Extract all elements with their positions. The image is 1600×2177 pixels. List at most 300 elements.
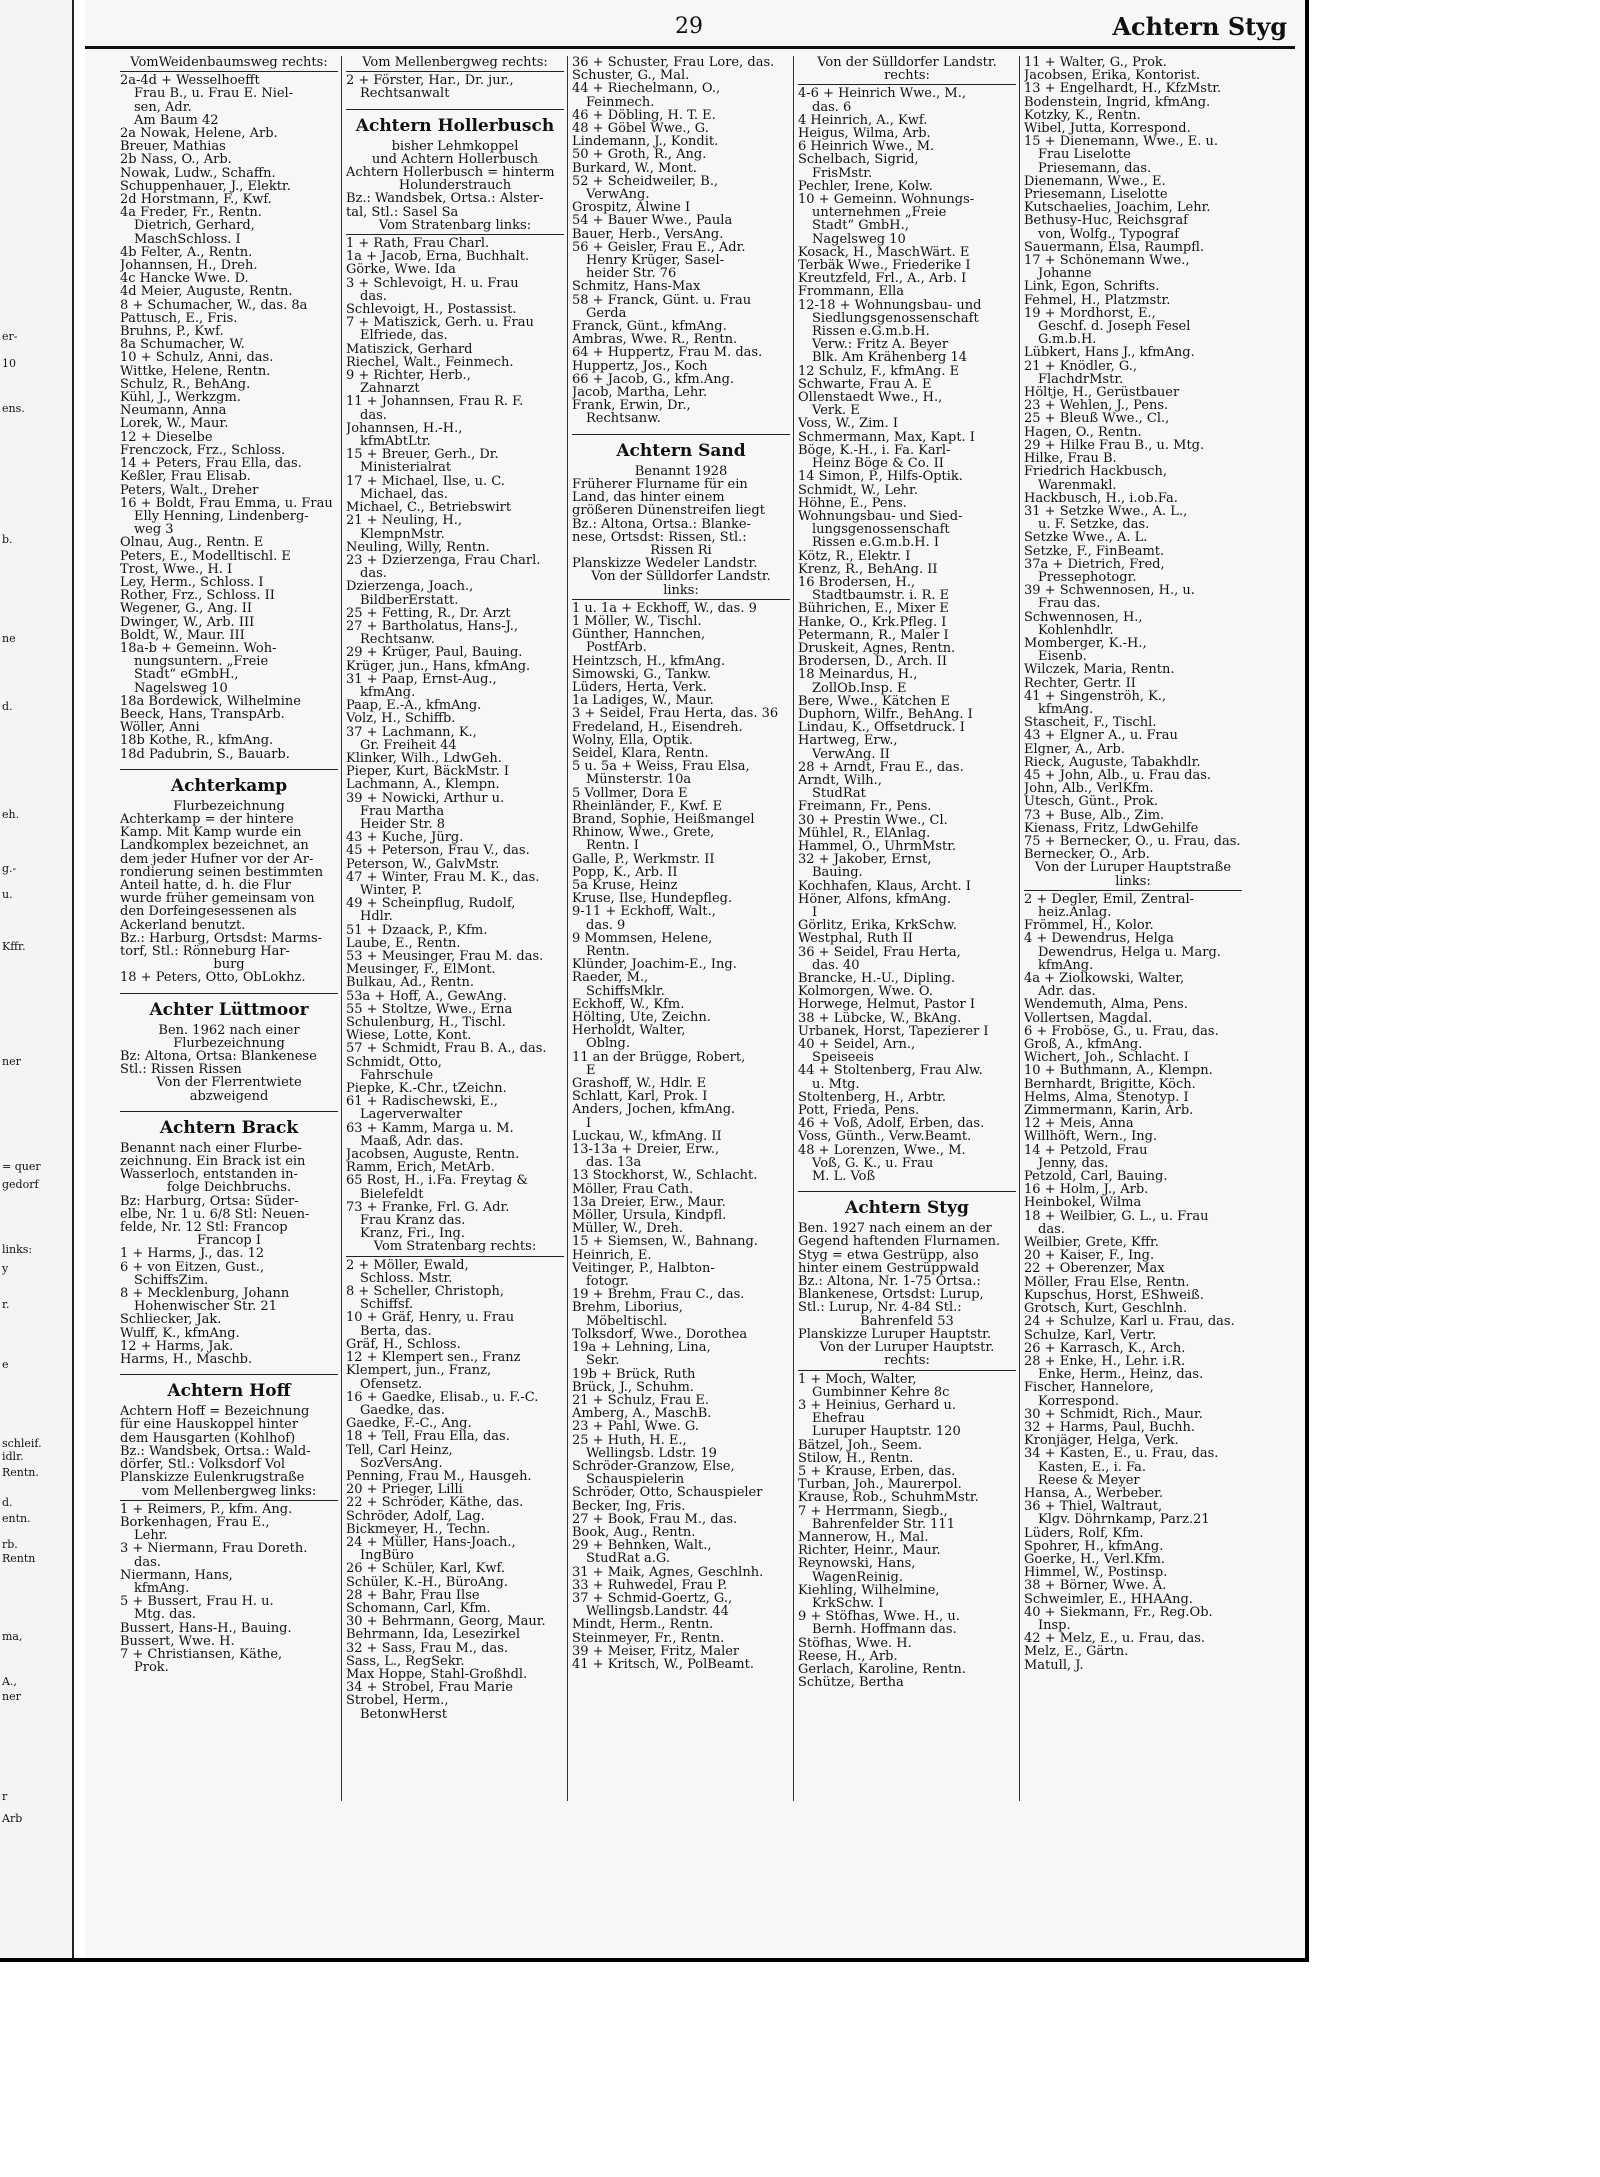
directory-entry: Becker, Ing, Fris. xyxy=(572,1499,686,1513)
directory-entry: Urbanek, Horst, Tapezierer I xyxy=(798,1024,989,1039)
directory-entry: 44 + Stoltenberg, Frau Alw. xyxy=(798,1064,983,1078)
directory-entry: 5 u. 5a + Weiss, Frau Elsa, xyxy=(572,760,750,774)
directory-entry: unternehmen „Freie xyxy=(812,206,947,220)
directory-entry: 4d Meier, Auguste, Rentn. xyxy=(120,285,293,299)
directory-entry: 10 + Schulz, Anni, das. xyxy=(120,351,274,365)
directory-entry: 45 + Peterson, Frau V., das. xyxy=(346,844,530,858)
directory-entry: Eckhoff, W., Kfm. xyxy=(572,997,685,1012)
directory-entry: 22 + Schröder, Käthe, das. xyxy=(346,1496,524,1510)
directory-entry: das. 40 xyxy=(812,958,860,973)
directory-entry: Schiffsf. xyxy=(360,1298,414,1312)
directory-entry: Herholdt, Walter, xyxy=(572,1024,686,1038)
directory-entry: Planskizze Eulenkrugstraße xyxy=(120,1471,305,1485)
directory-entry: Kosack, H., MaschWärt. E xyxy=(798,245,970,260)
directory-entry: 34 + Strobel, Frau Marie xyxy=(346,1681,513,1695)
directory-entry: 39 + Nowicki, Arthur u. xyxy=(346,791,505,805)
directory-entry: Benannt 1928 xyxy=(634,464,728,478)
directory-entry: Tolksdorf, Wwe., Dorothea xyxy=(572,1327,748,1342)
directory-entry: 16 + Gaedke, Elisab., u. F.-C. xyxy=(346,1390,539,1404)
directory-entry: Wilczek, Maria, Rentn. xyxy=(1024,663,1175,677)
directory-entry: Maaß, Adr. das. xyxy=(360,1134,464,1149)
directory-entry: Michael, das. xyxy=(360,487,448,502)
directory-entry: Flurbezeichnung xyxy=(173,1036,285,1051)
directory-entry: SchiffsMklr. xyxy=(586,984,665,998)
directory-entry: 57 + Schmidt, Frau B. A., das. xyxy=(346,1042,547,1056)
directory-entry: 23 + Dzierzenga, Frau Charl. xyxy=(346,553,541,568)
directory-entry: Feinmech. xyxy=(586,95,655,109)
directory-entry: 4b Felter, A., Rentn. xyxy=(120,245,253,260)
directory-entry: Wohnungsbau- und Sied- xyxy=(798,509,963,524)
directory-entry: kfmAng. xyxy=(1038,958,1094,973)
directory-entry: Hartweg, Erw., xyxy=(798,734,898,748)
directory-entry: Wöller, Anni xyxy=(120,721,200,735)
directory-entry: Setzke, F., FinBeamt. xyxy=(1024,544,1165,558)
directory-entry: 52 + Scheidweiler, B., xyxy=(572,174,719,189)
directory-entry: 1a + Jacob, Erna, Buchhalt. xyxy=(346,250,530,264)
directory-entry: 26 + Schüler, Karl, Kwf. xyxy=(346,1562,505,1576)
directory-entry: Möller, Frau Cath. xyxy=(572,1182,694,1196)
directory-entry: 39 + Schwennosen, H., u. xyxy=(1024,584,1195,598)
directory-entry: Stascheit, F., Tischl. xyxy=(1024,716,1157,730)
previous-page-fragment: u. xyxy=(2,888,13,901)
directory-entry: Fehmel, H., Platzmstr. xyxy=(1024,293,1171,307)
directory-entry: dem Hausgarten (Kohlhof) xyxy=(120,1431,296,1445)
directory-entry: KrkSchw. I xyxy=(812,1596,884,1611)
directory-entry: Amberg, A., MaschB. xyxy=(572,1407,712,1421)
directory-entry: VerwAng. xyxy=(586,188,650,202)
street-heading: Achtern Styg xyxy=(798,1191,1016,1218)
directory-entry: 28 + Bahr, Frau Ilse xyxy=(346,1588,480,1602)
directory-entry: 5 + Krause, Erben, das. xyxy=(798,1464,956,1479)
directory-entry: Grospitz, Alwine I xyxy=(572,201,691,215)
directory-entry: Bruhns, P., Kwf. xyxy=(120,325,224,339)
directory-entry: Kutschaelies, Joachim, Lehr. xyxy=(1024,201,1211,215)
directory-entry: 51 + Dzaack, P., Kfm. xyxy=(346,923,488,937)
directory-column-4 xyxy=(798,56,1016,1689)
directory-entry: 75 + Bernecker, O., u. Frau, das. xyxy=(1024,834,1241,849)
directory-entry: 12 Schulz, F., kfmAng. E xyxy=(798,364,960,378)
directory-entry: Bz.: Wandsbek, Ortsa.: Alster- xyxy=(346,192,544,206)
directory-entry: 43 + Elgner A., u. Frau xyxy=(1024,729,1178,743)
directory-entry: 4 + Dewendrus, Helga xyxy=(1024,932,1174,946)
directory-entry: Stadt“ eGmbH., xyxy=(134,668,239,682)
directory-entry: 2 + Förster, Har., Dr. jur., xyxy=(346,74,514,88)
directory-entry: Jacobsen, Erika, Kontorist. xyxy=(1024,69,1201,83)
directory-entry: 12 + Dieselbe xyxy=(120,430,213,444)
directory-entry: Winter, P. xyxy=(360,883,422,898)
directory-entry: 55 + Stoltze, Wwe., Erna xyxy=(346,1002,513,1017)
directory-entry: Anders, Jochen, kfmAng. xyxy=(572,1103,736,1117)
street-direction: Vom Mellenbergweg rechts: xyxy=(346,56,564,72)
directory-entry: Kohlenhdlr. xyxy=(1038,623,1114,637)
directory-entry: Schröder, Adolf, Lag. xyxy=(346,1509,485,1523)
directory-entry: 22 + Oberenzer, Max xyxy=(1024,1262,1165,1276)
directory-entry: Schulze, Karl, Vertr. xyxy=(1024,1328,1157,1342)
directory-entry: Druskeit, Agnes, Rentn. xyxy=(798,641,956,656)
directory-entry: Meusinger, F., ElMont. xyxy=(346,963,496,977)
directory-entry: 14 + Petzold, Frau xyxy=(1024,1143,1148,1157)
directory-entry: das. 6 xyxy=(812,100,852,114)
directory-entry: John, Alb., VerlKfm. xyxy=(1024,782,1154,796)
directory-entry: Steinmeyer, Fr., Rentn. xyxy=(572,1631,725,1645)
directory-entry: Olnau, Aug., Rentn. E xyxy=(120,536,264,550)
directory-entry: Bielefeldt xyxy=(360,1187,424,1201)
directory-entry: 14 + Peters, Frau Ella, das. xyxy=(120,457,302,471)
directory-entry: 36 + Schuster, Frau Lore, das. xyxy=(572,56,775,70)
directory-entry: Schlatt, Karl, Prok. I xyxy=(572,1090,708,1104)
directory-entry: Bahrenfeld 53 xyxy=(860,1314,954,1328)
directory-entry: Lindemann, J., Kondit. xyxy=(572,135,719,149)
directory-entry: Voss, Günth., Verw.Beamt. xyxy=(798,1130,972,1144)
directory-entry: VerwAng. II xyxy=(812,747,890,761)
directory-entry: elbe, Nr. 1 u. 6/8 Stl: Neuen- xyxy=(120,1207,310,1222)
directory-entry: Petermann, R., Maler I xyxy=(798,628,949,642)
directory-entry: Volz, H., Schiffb. xyxy=(346,712,456,726)
directory-entry: Sekr. xyxy=(586,1354,620,1368)
directory-entry: Dewendrus, Helga u. Marg. xyxy=(1038,945,1221,959)
directory-entry: Frau das. xyxy=(1038,597,1101,611)
directory-entry: 38 + Börner, Wwe. A. xyxy=(1024,1579,1167,1593)
directory-entry: I xyxy=(812,906,818,920)
directory-entry: Prok. xyxy=(134,1661,169,1675)
street-direction: VomWeidenbaumsweg rechts: xyxy=(120,56,338,72)
directory-entry: 16 Brodersen, H., xyxy=(798,575,916,590)
directory-entry: 7 + Matiszick, Gerh. u. Frau xyxy=(346,316,534,330)
previous-page-fragment: g.- xyxy=(2,862,17,875)
directory-entry: Borkenhagen, Frau E., xyxy=(120,1515,270,1530)
directory-entry: 23 + Wehlen, J., Pens. xyxy=(1024,399,1169,413)
directory-entry: Verw.: Fritz A. Beyer xyxy=(812,338,949,352)
directory-entry: Behrmann, Ida, Lesezirkel xyxy=(346,1628,521,1642)
directory-entry: Bethusy-Huc, Reichsgraf xyxy=(1024,214,1188,228)
directory-entry: Kupschus, Horst, EShweiß. xyxy=(1024,1288,1204,1303)
directory-entry: I xyxy=(586,1116,592,1130)
directory-entry: 61 + Radischewski, E., xyxy=(346,1095,498,1109)
street-heading: Achtern Hoff xyxy=(120,1374,338,1401)
directory-entry: 4a Freder, Fr., Rentn. xyxy=(120,206,262,220)
directory-entry: Höhne, E., Pens. xyxy=(798,496,907,510)
directory-entry: G.m.b.H. xyxy=(1038,333,1097,347)
directory-entry: Weilbier, Grete, Kffr. xyxy=(1024,1236,1159,1250)
directory-entry: 36 + Thiel, Waltraut, xyxy=(1024,1500,1163,1514)
directory-entry: Reese, H., Arb. xyxy=(798,1649,898,1663)
street-heading: Achterkamp xyxy=(120,769,338,796)
directory-entry: Bauing. xyxy=(812,866,863,880)
directory-entry: Dwinger, W., Arb. III xyxy=(120,615,255,629)
directory-entry: 13a Dreier, Erw., Maur. xyxy=(572,1195,726,1210)
column-divider xyxy=(793,56,794,1801)
directory-entry: 5 + Bussert, Frau H. u. xyxy=(120,1595,274,1609)
directory-entry: 5a Kruse, Heinz xyxy=(572,878,678,893)
directory-entry: für eine Hauskoppel hinter xyxy=(120,1418,299,1432)
directory-entry: u. Mtg. xyxy=(812,1077,860,1091)
directory-entry: Wellingsb. Ldstr. 19 xyxy=(586,1446,717,1460)
directory-entry: 39 + Meiser, Fritz, Maler xyxy=(572,1644,740,1658)
directory-entry: Am Baum 42 xyxy=(134,113,219,128)
directory-entry: Pattusch, E., Fris. xyxy=(120,311,238,326)
directory-entry: Peters, E., Modelltischl. E xyxy=(120,549,291,563)
directory-entry: den Dorfeingesessenen als xyxy=(120,905,297,919)
street-heading: Achtern Hollerbusch xyxy=(346,109,564,136)
directory-entry: Kolmorgen, Wwe. O. xyxy=(798,985,933,999)
directory-entry: Styg = etwa Gestrüpp, also xyxy=(798,1248,979,1262)
directory-entry: Luruper Hauptstr. 120 xyxy=(812,1425,961,1439)
directory-entry: 10 + Gräf, Henry, u. Frau xyxy=(346,1311,515,1325)
directory-entry: das. xyxy=(360,408,387,422)
directory-entry: 32 + Sass, Frau M., das. xyxy=(346,1641,509,1655)
directory-entry: kfmAng. xyxy=(1038,702,1094,717)
directory-column-1 xyxy=(120,56,338,1674)
directory-entry: Insp. xyxy=(1038,1618,1071,1633)
directory-entry: Land, das hinter einem xyxy=(572,491,725,505)
directory-entry: 9 + Richter, Herb., xyxy=(346,369,471,383)
street-heading: Achtern Brack xyxy=(120,1111,338,1138)
directory-entry: StudRat xyxy=(812,787,866,801)
directory-entry: Johanne xyxy=(1038,267,1092,281)
directory-entry: Bz.: Wandsbek, Ortsa.: Wald- xyxy=(120,1444,311,1459)
directory-entry: abzweigend xyxy=(189,1089,269,1103)
directory-entry: Trost, Wwe., H. I xyxy=(120,562,233,576)
directory-entry: Görlitz, Erika, KrkSchw. xyxy=(798,919,957,933)
directory-entry: burg xyxy=(213,958,245,972)
page-header xyxy=(85,6,1295,49)
directory-entry: PostfArb. xyxy=(586,641,647,655)
previous-page-fragment: ma, xyxy=(2,1630,23,1643)
directory-entry: 2 + Degler, Emil, Zentral- xyxy=(1024,892,1195,906)
directory-entry: Jacob, Martha, Lehr. xyxy=(572,386,708,400)
directory-entry: Von der Luruper Hauptstr. xyxy=(819,1341,995,1355)
directory-entry: 30 + Schmidt, Rich., Maur. xyxy=(1024,1407,1203,1421)
directory-entry: 10 + Buthmann, A., Klempn. xyxy=(1024,1064,1213,1078)
directory-entry: Wendemuth, Alma, Pens. xyxy=(1024,998,1188,1012)
directory-entry: Möller, Ursula, Kindpfl. xyxy=(572,1209,727,1223)
directory-entry: 73 + Franke, Frl. G. Adr. xyxy=(346,1200,510,1215)
directory-entry: 17 + Schönemann Wwe., xyxy=(1024,254,1190,268)
directory-entry: nese, Ortsdst: Rissen, Stl.: xyxy=(572,530,747,544)
directory-entry: 1 + Harms, J., das. 12 xyxy=(120,1247,265,1261)
directory-entry: Gaedke, F.-C., Ang. xyxy=(346,1417,472,1431)
directory-entry: 1 + Reimers, P., kfm. Ang. xyxy=(120,1502,293,1516)
directory-entry: 36 + Seidel, Frau Herta, xyxy=(798,945,961,959)
directory-entry: Keßler, Frau Elisab. xyxy=(120,470,251,484)
directory-entry: Reynowski, Hans, xyxy=(798,1557,916,1571)
previous-page-fragment: r xyxy=(2,1790,8,1803)
directory-entry: Johannsen, H.-H., xyxy=(346,421,463,436)
directory-entry: Rother, Frz., Schloss. II xyxy=(120,589,275,603)
directory-entry: Von der Flerrentwiete xyxy=(156,1076,302,1090)
directory-entry: Höner, Alfons, kfmAng. xyxy=(798,892,952,906)
directory-entry: Michael, C., Betriebswirt xyxy=(346,501,512,515)
directory-entry: Schütze, Bertha xyxy=(798,1676,904,1690)
directory-entry: Rechtsanw. xyxy=(360,633,435,647)
directory-entry: Boldt, W., Maur. III xyxy=(120,628,245,642)
directory-entry: Schmermann, Max, Kapt. I xyxy=(798,430,975,444)
directory-entry: 25 + Bleuß Wwe., Cl., xyxy=(1024,412,1170,426)
directory-entry: Frau Liselotte xyxy=(1038,148,1131,162)
directory-entry: Lachmann, A., Klempn. xyxy=(346,778,500,792)
directory-entry: Ehefrau xyxy=(812,1412,865,1426)
directory-entry: Arndt, Wilh., xyxy=(798,773,882,788)
previous-page-fragment: rb. xyxy=(2,1538,18,1551)
directory-entry: Wolny, Ella, Optik. xyxy=(572,733,693,747)
previous-page-fragment: ne xyxy=(2,632,16,645)
directory-entry: Petzold, Carl, Bauing. xyxy=(1024,1170,1168,1184)
previous-page-fragment: ens. xyxy=(2,402,25,415)
directory-entry: Terbäk Wwe., Friederike I xyxy=(798,259,971,273)
directory-entry: Rieck, Auguste, Tabakhdlr. xyxy=(1024,755,1201,769)
directory-entry: 43 + Kuche, Jürg. xyxy=(346,831,464,845)
directory-entry: Klünder, Joachim-E., Ing. xyxy=(572,958,737,972)
directory-entry: kfmAbtLtr. xyxy=(360,435,431,449)
directory-entry: Melz, E., Gärtn. xyxy=(1024,1645,1129,1659)
directory-entry: 1 + Moch, Walter, xyxy=(798,1372,917,1386)
directory-entry: Nagelsweg 10 xyxy=(134,681,228,695)
directory-entry: Rhinow, Wwe., Grete, xyxy=(572,826,715,840)
directory-entry: 4a + Ziolkowski, Walter, xyxy=(1024,972,1185,986)
directory-entry: MaschSchloss. I xyxy=(134,232,241,246)
directory-entry: Frau B., u. Frau E. Niel- xyxy=(134,87,294,101)
previous-page-fragment: schleif. xyxy=(2,1437,42,1450)
directory-entry: 32 + Harms, Paul, Buchh. xyxy=(1024,1420,1196,1435)
directory-entry: 15 + Siemsen, W., Bahnang. xyxy=(572,1235,758,1249)
directory-entry: 25 + Huth, H. E., xyxy=(572,1433,687,1447)
directory-entry: Hanke, O., Krk.Pfleg. I xyxy=(798,615,947,629)
directory-entry: Jenny, das. xyxy=(1038,1156,1109,1171)
directory-entry: 12 + Harms, Jak. xyxy=(120,1339,234,1354)
directory-entry: 3 + Schlevoigt, H. u. Frau xyxy=(346,276,519,290)
directory-entry: 18 + Peters, Otto, ObLokhz. xyxy=(120,971,306,985)
directory-entry: 18 + Weilbier, G. L., u. Frau xyxy=(1024,1209,1209,1223)
directory-entry: Höltje, H., Gerüstbauer xyxy=(1024,386,1180,400)
directory-entry: 64 + Huppertz, Frau M. das. xyxy=(572,346,763,360)
directory-entry: Nagelsweg 10 xyxy=(812,232,906,246)
directory-entry: Schauspielerin xyxy=(586,1473,685,1487)
directory-entry: 8 + Schumacher, W., das. 8a xyxy=(120,298,308,312)
directory-entry: Francop I xyxy=(196,1234,262,1248)
page-border-bottom xyxy=(0,1958,1309,1962)
directory-entry: 30 + Prestin Wwe., Cl. xyxy=(798,813,948,827)
directory-entry: Kranz, Fri., Ing. xyxy=(360,1227,465,1241)
directory-entry: 5 Vollmer, Dora E xyxy=(572,786,688,800)
directory-entry: 8 + Mecklenburg, Johann xyxy=(120,1287,290,1301)
directory-entry: Verk. E xyxy=(812,404,860,418)
directory-entry: Bere, Wwe., Kätchen E xyxy=(798,694,951,708)
directory-entry: Planskizze Wedeler Landstr. xyxy=(572,557,758,571)
directory-entry: Gr. Freiheit 44 xyxy=(360,738,457,752)
directory-entry: Rentn. I xyxy=(586,839,639,853)
directory-entry: Flurbezeichnung xyxy=(173,799,285,813)
directory-entry: 58 + Franck, Günt. u. Frau xyxy=(572,293,752,307)
directory-entry: Heintzsch, H., kfmAng. xyxy=(572,654,726,668)
previous-page-fragment: e xyxy=(2,1358,9,1371)
directory-entry: 31 + Maik, Agnes, Geschlnh. xyxy=(572,1565,764,1579)
directory-entry: Mtg. das. xyxy=(134,1608,196,1622)
directory-entry: Beeck, Hans, TranspArb. xyxy=(120,707,285,722)
directory-entry: 41 + Kritsch, W., PolBeamt. xyxy=(572,1657,754,1672)
directory-entry: Bussert, Wwe. H. xyxy=(120,1634,235,1648)
directory-entry: Priesemann, Liselotte xyxy=(1024,188,1168,202)
directory-entry: Schmitz, Hans-Max xyxy=(572,280,701,294)
directory-entry: Fischer, Hannelore, xyxy=(1024,1381,1154,1395)
previous-page-fragment: A., xyxy=(2,1675,17,1688)
directory-entry: Gegend haftenden Flurnamen. xyxy=(798,1235,1001,1249)
directory-entry: 4-6 + Heinrich Wwe., M., xyxy=(798,87,966,101)
directory-entry: Speiseeis xyxy=(812,1051,874,1065)
directory-entry: fotogr. xyxy=(586,1275,629,1289)
directory-entry: Pressephotogr. xyxy=(1038,570,1137,585)
directory-entry: Lorek, W., Maur. xyxy=(120,417,229,431)
directory-entry: dem jeder Hufner vor der Ar- xyxy=(120,852,314,866)
directory-entry: Schuster, G., Mal. xyxy=(572,69,690,83)
directory-entry: Schmidt, W., Lehr. xyxy=(798,483,918,497)
directory-entry: 2a Nowak, Helene, Arb. xyxy=(120,127,278,141)
directory-entry: Möbeltischl. xyxy=(586,1314,668,1328)
directory-entry: 2b Nass, O., Arb. xyxy=(120,153,232,167)
directory-entry: Johannsen, H., Dreh. xyxy=(120,259,258,273)
directory-entry: 40 + Seidel, Arn., xyxy=(798,1038,916,1052)
directory-entry: tal, Stl.: Sasel Sa xyxy=(346,205,459,219)
directory-entry: Mannerow, H., Mal. xyxy=(798,1530,929,1545)
directory-entry: heider Str. 76 xyxy=(586,267,677,281)
directory-entry: Ministerialrat xyxy=(360,461,452,475)
directory-entry: Freimann, Fr., Pens. xyxy=(798,800,932,814)
directory-entry: Stilow, H., Rentn. xyxy=(798,1451,914,1465)
directory-entry: StudRat a.G. xyxy=(586,1552,670,1566)
directory-entry: 18a-b + Gemeinn. Woh- xyxy=(120,641,277,656)
previous-page-fragment: idlr. xyxy=(2,1450,24,1463)
directory-entry: Schloss. Mstr. xyxy=(360,1271,453,1286)
directory-entry: 19 + Mordhorst, E., xyxy=(1024,306,1156,321)
directory-entry: Laube, E., Rentn. xyxy=(346,936,461,950)
directory-entry: 2d Horstmann, F., Kwf. xyxy=(120,193,272,207)
directory-entry: Rissen e.G.m.b.H. I xyxy=(812,536,940,550)
directory-entry: Himmel, W., Postinsp. xyxy=(1024,1566,1168,1580)
directory-entry: Adr. das. xyxy=(1038,985,1096,999)
directory-entry: 29 + Hilke Frau B., u. Mtg. xyxy=(1024,438,1205,453)
street-direction: Vom Stratenbarg links: xyxy=(346,219,564,235)
directory-entry: Hilke, Frau B. xyxy=(1024,452,1117,466)
directory-entry: Spohrer, H., kfmAng. xyxy=(1024,1539,1164,1553)
previous-page-fragment: er- xyxy=(2,330,18,343)
directory-entry: Lübkert, Hans J., kfmAng. xyxy=(1024,346,1195,360)
directory-entry: Popp, K., Arb. II xyxy=(572,865,678,879)
directory-entry: Stadtbaumstr. i. R. E xyxy=(812,589,950,603)
directory-entry: Gerlach, Karoline, Rentn. xyxy=(798,1662,966,1677)
directory-entry: Paap, E.-A., kfmAng. xyxy=(346,699,482,713)
directory-entry: Priesemann, das. xyxy=(1038,161,1152,175)
directory-entry: Lagerverwalter xyxy=(360,1108,463,1122)
directory-entry: 15 + Breuer, Gerh., Dr. xyxy=(346,448,499,462)
directory-entry: Veitinger, P., Halbton- xyxy=(572,1261,715,1276)
directory-entry: Hackbusch, H., i.ob.Fa. xyxy=(1024,491,1178,505)
directory-entry: 9 + Stöfhas, Wwe. H., u. xyxy=(798,1610,960,1624)
directory-entry: Kamp. Mit Kamp wurde ein xyxy=(120,826,302,840)
directory-entry: Heigus, Wilma, Arb. xyxy=(798,127,931,141)
directory-entry: 18b Kothe, R., kfmAng. xyxy=(120,734,274,748)
directory-entry: lungsgenossenschaft xyxy=(812,523,950,537)
directory-entry: Neumann, Anna xyxy=(120,404,227,418)
directory-entry: Gaedke, das. xyxy=(360,1403,445,1418)
directory-entry: Frömmel, H., Kolor. xyxy=(1024,919,1154,933)
directory-entry: 46 + Voß, Adolf, Erben, das. xyxy=(798,1117,985,1131)
directory-entry: Bodenstein, Ingrid, kfmAng. xyxy=(1024,95,1211,109)
directory-entry: Möller, Frau Else, Rentn. xyxy=(1024,1275,1190,1289)
directory-entry: Kühl, J., Werkzgm. xyxy=(120,391,241,405)
running-head: Achtern Styg xyxy=(1112,12,1287,41)
directory-entry: Bernecker, O., Arb. xyxy=(1024,848,1150,862)
directory-entry: das. xyxy=(360,289,387,304)
directory-entry: Grotsch, Kurt, Geschlnh. xyxy=(1024,1302,1188,1316)
